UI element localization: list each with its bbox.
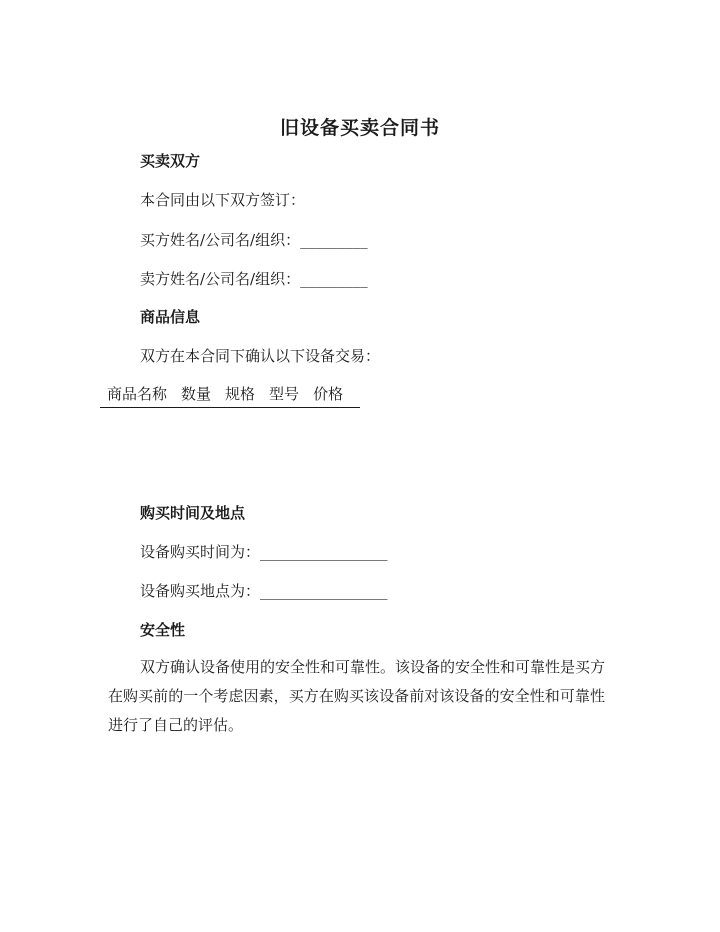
table-header-model: 型号 (269, 385, 300, 403)
goods-table-header (100, 383, 360, 408)
table-header-product-name: 商品名称 (107, 385, 168, 403)
section-heading-safety: 安全性 (140, 621, 186, 639)
section-heading-goods: 商品信息 (140, 308, 201, 326)
table-header-quantity: 数量 (181, 385, 212, 403)
document-title: 旧设备买卖合同书 (279, 117, 440, 139)
goods-intro: 双方在本合同下确认以下设备交易： (140, 347, 381, 365)
parties-intro: 本合同由以下双方签订： (140, 191, 306, 209)
section-heading-parties: 买卖双方 (140, 152, 201, 170)
purchase-place-line: 设备购买地点为：_________________ (140, 582, 388, 600)
purchase-time-line: 设备购买时间为：_________________ (140, 543, 388, 561)
table-header-price: 价格 (313, 385, 344, 403)
section-heading-time-place: 购买时间及地点 (140, 504, 246, 522)
seller-name-line: 卖方姓名/公司名/组织：_________ (140, 270, 368, 288)
table-header-specification: 规格 (225, 385, 256, 403)
buyer-name-line: 买方姓名/公司名/组织：_________ (140, 231, 368, 249)
safety-paragraph: 双方确认设备使用的安全性和可靠性。该设备的安全性和可靠性是买方在购买前的一个考虑因素，买方在购买该设备前对该设备的安全性和可靠性进行了自己的评估。 (108, 658, 606, 734)
